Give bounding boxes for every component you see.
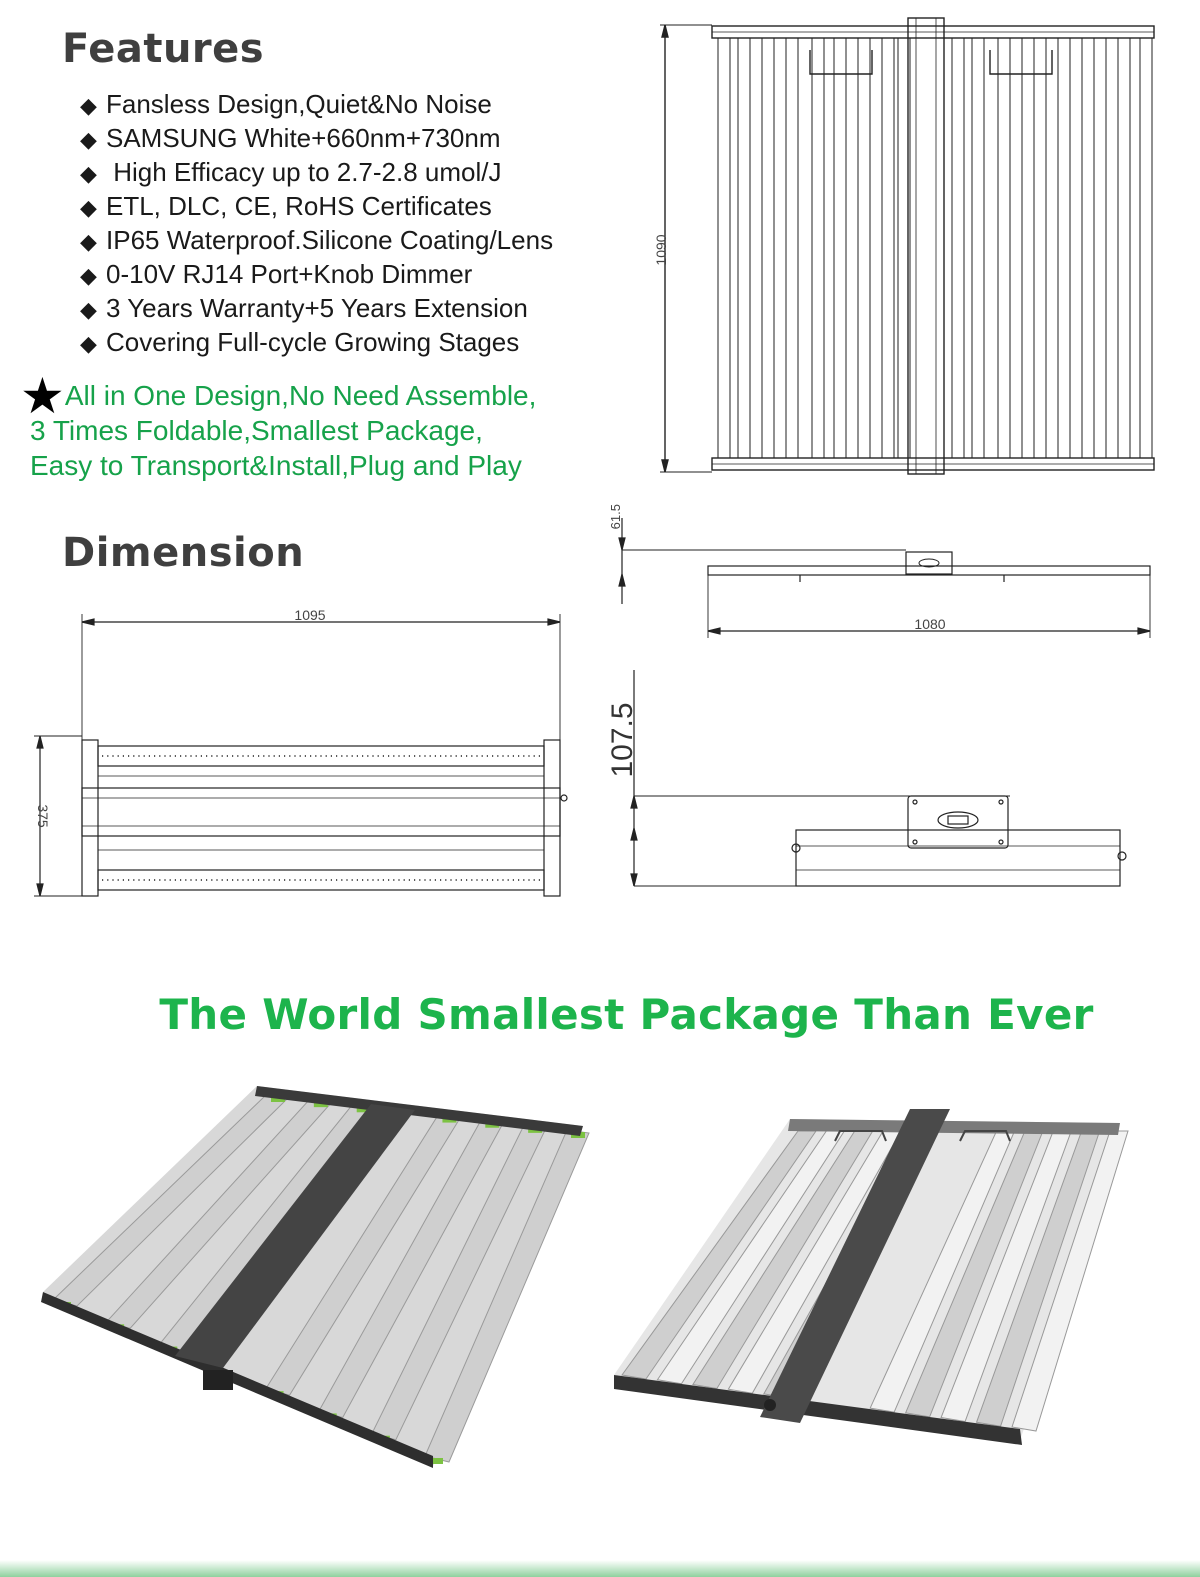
dimension-heading: Dimension (62, 530, 305, 576)
diamond-bullet-icon: ◆ (80, 297, 97, 322)
highlight-line-2: 3 Times Foldable,Smallest Package, (30, 415, 483, 446)
feature-text: Covering Full-cycle Growing Stages (106, 327, 520, 357)
diamond-bullet-icon: ◆ (80, 195, 97, 220)
features-heading: Features (62, 26, 265, 72)
feature-item (80, 156, 553, 190)
folded-depth-label: 375 (35, 804, 51, 828)
feature-item (80, 190, 553, 224)
highlight-line-3: Easy to Transport&Install,Plug and Play (30, 450, 522, 481)
folded-view-drawing (20, 600, 580, 910)
feature-text: 0-10V RJ14 Port+Knob Dimmer (106, 259, 473, 289)
drawing-bar (1094, 38, 1106, 458)
folded-width-label: 1095 (294, 607, 326, 623)
diamond-bullet-icon: ◆ (80, 229, 97, 254)
feature-text: IP65 Waterproof.Silicone Coating/Lens (106, 225, 554, 255)
drawing-bar (972, 38, 984, 458)
feature-item (80, 122, 553, 156)
drawing-bar (738, 38, 750, 458)
diamond-bullet-icon: ◆ (80, 331, 97, 356)
diamond-bullet-icon: ◆ (80, 263, 97, 288)
drawing-bar (882, 38, 894, 458)
feature-text: 3 Years Warranty+5 Years Extension (106, 293, 528, 323)
feature-text: SAMSUNG White+660nm+730nm (106, 123, 501, 153)
top-view-drawing (600, 10, 1200, 490)
end-height-label: 107.5 (606, 702, 639, 778)
bottom-divider (0, 1560, 1200, 1577)
drawing-bar (1070, 38, 1082, 458)
highlight-line-1: All in One Design,No Need Assemble, (64, 380, 537, 411)
feature-text: ETL, DLC, CE, RoHS Certificates (106, 191, 492, 221)
features-list (80, 88, 553, 360)
drawing-bar (762, 38, 774, 458)
side-length-label: 1080 (914, 616, 946, 632)
drawing-bar (1140, 38, 1152, 458)
diamond-bullet-icon: ◆ (80, 127, 97, 152)
product-image-led-side (35, 1080, 595, 1480)
drawing-bar (812, 38, 824, 458)
drawing-bar (1022, 38, 1034, 458)
highlight-block (20, 368, 537, 483)
side-height-label: 61.5 (608, 504, 623, 530)
drawing-bar (952, 38, 964, 458)
product-image-back-side (610, 1105, 1130, 1465)
drawing-bar (834, 38, 846, 458)
feature-item (80, 292, 553, 326)
drawing-bar (1046, 38, 1058, 458)
drawing-bar (718, 38, 730, 458)
drawing-bar (1118, 38, 1130, 458)
tagline: The World Smallest Package Than Ever (159, 990, 1094, 1039)
top-view-height-label: 1090 (653, 234, 669, 266)
drawing-bar (786, 38, 798, 458)
star-icon: ★ (20, 368, 65, 424)
feature-item (80, 88, 553, 122)
feature-item (80, 224, 553, 258)
diamond-bullet-icon: ◆ (80, 93, 97, 118)
feature-text: Fansless Design,Quiet&No Noise (106, 89, 492, 119)
drawing-bar (858, 38, 870, 458)
feature-text: High Efficacy up to 2.7-2.8 umol/J (106, 157, 502, 187)
feature-item (80, 258, 553, 292)
drawing-bar (998, 38, 1010, 458)
feature-item (80, 326, 553, 360)
end-view-drawing (600, 660, 1140, 900)
diamond-bullet-icon: ◆ (80, 161, 97, 186)
side-view-drawing (600, 488, 1200, 648)
